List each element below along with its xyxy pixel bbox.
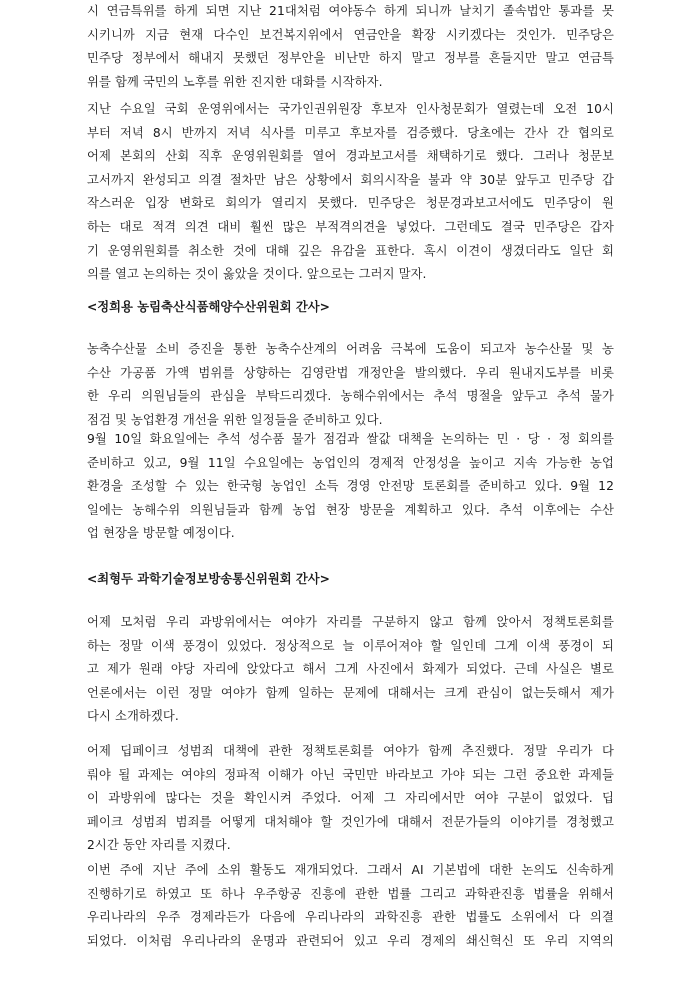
text-line: 어제 딥페이크 성범죄 대책에 관한 정책토론회를 여야가 함께 추진했다. 정말 우리가 다 — [87, 744, 614, 758]
text-line: 진행하기로 하였고 또 하나 우주항공 진흥에 관한 법률 그리고 과학관진흥 법률을 위해서 — [87, 886, 614, 901]
text-line: 하는 정말 이색 풍경이 있었다. 정상적으로 늘 이루어져야 할 일인데 그게 이색 풍경이 되 — [87, 638, 614, 653]
text-line: 이번 주에 지난 주에 소위 활동도 재개되었다. 그래서 AI 기본법에 대한 논의도 신속하게 — [87, 863, 614, 877]
text-line: 점검 및 농업환경 개선을 위한 일정들을 준비하고 있다. — [87, 412, 383, 427]
text-line: 되었다. 이처럼 우리나라의 운명과 관련되어 있고 우리 경제의 쇄신혁신 또 우리 지역의 — [87, 933, 614, 948]
text-line: 기 운영위원회를 취소한 것에 대해 깊은 유감을 표한다. 혹시 이견이 생겼더라도 일단 회 — [87, 243, 614, 258]
text-line: 위를 함께 국민의 노후를 위한 진지한 대화를 시작하자. — [87, 74, 383, 89]
text-line: 시 연금특위를 하게 되면 지난 21대처럼 여야동수 하게 되니까 날치기 졸속법안 통과를 못 — [87, 4, 614, 18]
section-heading-science: <최형두 과학기술정보방송통신위원회 간사> — [87, 572, 330, 586]
text-line: 수산 가공품 가액 범위를 상향하는 김영란법 개정안을 발의했다. 우리 원내지도부를 비롯 — [87, 365, 614, 380]
text-line: 언론에서는 이런 정말 여야가 함께 일하는 문제에 대해서는 크게 관심이 없는듯해서 제가 — [87, 685, 614, 700]
text-line: 뤄야 될 과제는 여야의 정파적 이해가 아닌 국민만 바라보고 가야 되는 그런 중요한 과제들 — [87, 767, 614, 782]
text-line: 민주당 정부에서 해내지 못했던 정부안을 비난만 하지 말고 정부를 흔들지만 말고 연금특 — [87, 51, 614, 66]
text-line: 작스러운 입장 변화로 회의가 열리지 못했다. 민주당은 청문경과보고서에도 민주당이 원 — [87, 196, 614, 211]
text-line: 어제 모처럼 우리 과방위에서는 여야가 자리를 구분하지 않고 함께 앉아서 정책토론회를 — [87, 615, 614, 629]
text-line: 업 현장을 방문할 예정이다. — [87, 526, 235, 541]
text-line: 부터 저녁 8시 반까지 저녁 식사를 미루고 후보자를 검증했다. 당초에는 간사 간 협의로 — [87, 125, 614, 140]
text-line: 의를 열고 논의하는 것이 옳았을 것이다. 앞으로는 그러지 말자. — [87, 267, 427, 282]
text-line: 우리나라의 우주 경제라든가 다음에 우리나라의 과학진흥 관한 법률도 소위에서 다 의결 — [87, 910, 614, 925]
paragraph-science-forum — [87, 611, 614, 729]
text-line: 환경을 조성할 수 있는 한국형 농업인 소득 경영 안전망 토론회를 준비하고 있다. 9월 12 — [87, 479, 614, 494]
text-line: 하는 대로 적격 의견 대비 훨씬 많은 부적격의견을 넣었다. 그런데도 결국 민주당은 갑자 — [87, 219, 614, 234]
text-line: 다시 소개하겠다. — [87, 709, 179, 724]
text-line: 어제 본회의 산회 직후 운영위원회를 열어 경과보고서를 채택하기로 했다. 그러나 청문보 — [87, 149, 614, 164]
paragraph-subcommittee — [87, 859, 614, 953]
text-line: 한 우리 의원님들의 관심을 부탁드리겠다. 농해수위에서는 추석 명절을 앞두고 추석 물가 — [87, 389, 614, 404]
paragraph-pension-committee — [87, 0, 614, 94]
text-line: 2시간 동안 자리를 지켰다. — [87, 838, 231, 853]
paragraph-agriculture-schedule — [87, 428, 614, 546]
text-line: 시키니까 지금 현재 다수인 보건복지위에서 연금안을 확장 시키겠다는 것인가. 민주당은 — [87, 27, 614, 42]
paragraph-deepfake-forum — [87, 740, 614, 858]
text-line: 지난 수요일 국회 운영위에서는 국가인권위원장 후보자 인사청문회가 열렸는데 오전 10시 — [87, 102, 614, 116]
text-line: 농축수산물 소비 증진을 통한 농축수산계의 어려움 극복에 도움이 되고자 농수산물 및 농 — [87, 342, 614, 356]
text-line: 고 제가 원래 야당 자리에 앉았다고 해서 그게 사진에서 화제가 되었다. 근데 사실은 별로 — [87, 662, 614, 677]
paragraph-steering-committee — [87, 98, 614, 287]
text-line: 일에는 농해수위 의원님들과 함께 농업 현장 방문을 계획하고 있다. 추석 이후에는 수산 — [87, 502, 614, 517]
text-line: 고서까지 완성되고 의결 절차만 남은 상황에서 회의시작을 불과 약 30분 앞두고 민주당 갑 — [87, 172, 614, 187]
text-line: 9월 10일 화요일에는 추석 성수품 물가 점검과 쌀값 대책을 논의하는 민 · 당 · 정 회의를 — [87, 432, 614, 446]
text-line: 페이크 성범죄 범죄를 어떻게 대처해야 할 것인가에 대해서 전문가들의 이야기를 경청했고 — [87, 814, 614, 829]
paragraph-agriculture-bill — [87, 338, 614, 432]
section-heading-agriculture: <정희용 농림축산식품해양수산위원회 간사> — [87, 300, 330, 314]
text-line: 준비하고 있고, 9월 11일 수요일에는 농업인의 경제적 안정성을 높이고 지속 가능한 농업 — [87, 455, 614, 470]
text-line: 이 과방위에 많다는 것을 확인시켜 주었다. 어제 그 자리에서만 여야 구분이 없었다. 딥 — [87, 791, 614, 806]
